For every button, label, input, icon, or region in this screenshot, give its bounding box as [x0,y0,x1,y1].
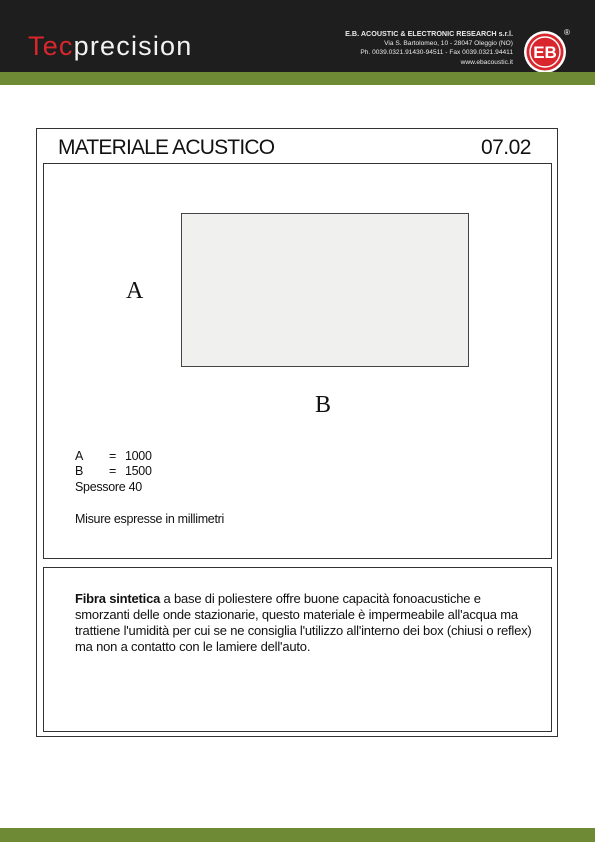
spec-b-equals: = [109,464,116,478]
company-website: www.ebacoustic.it [460,58,513,66]
tecprecision-logo [28,33,192,60]
dimension-label-a: A [126,278,144,304]
logo-precision: precision [73,31,193,61]
spec-b-value: 1500 [125,464,152,478]
emblem-letters: EB [533,43,557,62]
spec-a-equals: = [109,449,116,463]
description-text: a base di poliestere offre buone capacità fonoacustiche e smorzanti delle onde stazionarie, questo materiale è impermeabile all'acqua ma trattiene l'umidità per cui se ne consiglia l'utilizzo all'interno dei box (chiusi o reflex) ma non a contatto con le lamiere dell'auto. [75,591,532,654]
page-header [0,0,595,72]
company-name: E.B. ACOUSTIC & ELECTRONIC RESEARCH s.r.l. [345,29,513,38]
spec-b-key: B [75,464,84,478]
spec-a [75,448,152,464]
units-note: Misure espresse in millimetri [75,512,224,526]
spec-b [75,463,152,479]
spec-a-value: 1000 [125,449,152,463]
material-description [75,591,535,655]
logo-tec: Tec [28,31,74,61]
dimension-label-b: B [315,392,332,418]
spec-a-key: A [75,449,84,463]
company-info [303,29,513,67]
footer-accent-band [0,828,595,842]
eb-emblem-logo [522,27,572,77]
material-name: Fibra sintetica [75,591,161,606]
header-accent-band [0,72,595,85]
material-sheet-drawing [181,213,469,367]
spec-thickness: Spessore 40 [75,480,142,494]
company-address: Via S. Bartolomeo, 10 - 28047 Oleggio (NO) [384,39,513,47]
company-phone-fax: Ph. 0039.0321.91430-94511 - Fax 0039.0321.94411 [360,49,513,56]
document-code: 07.02 [480,136,531,159]
document-title: MATERIALE ACUSTICO [58,136,275,159]
registered-mark: ® [564,28,570,37]
